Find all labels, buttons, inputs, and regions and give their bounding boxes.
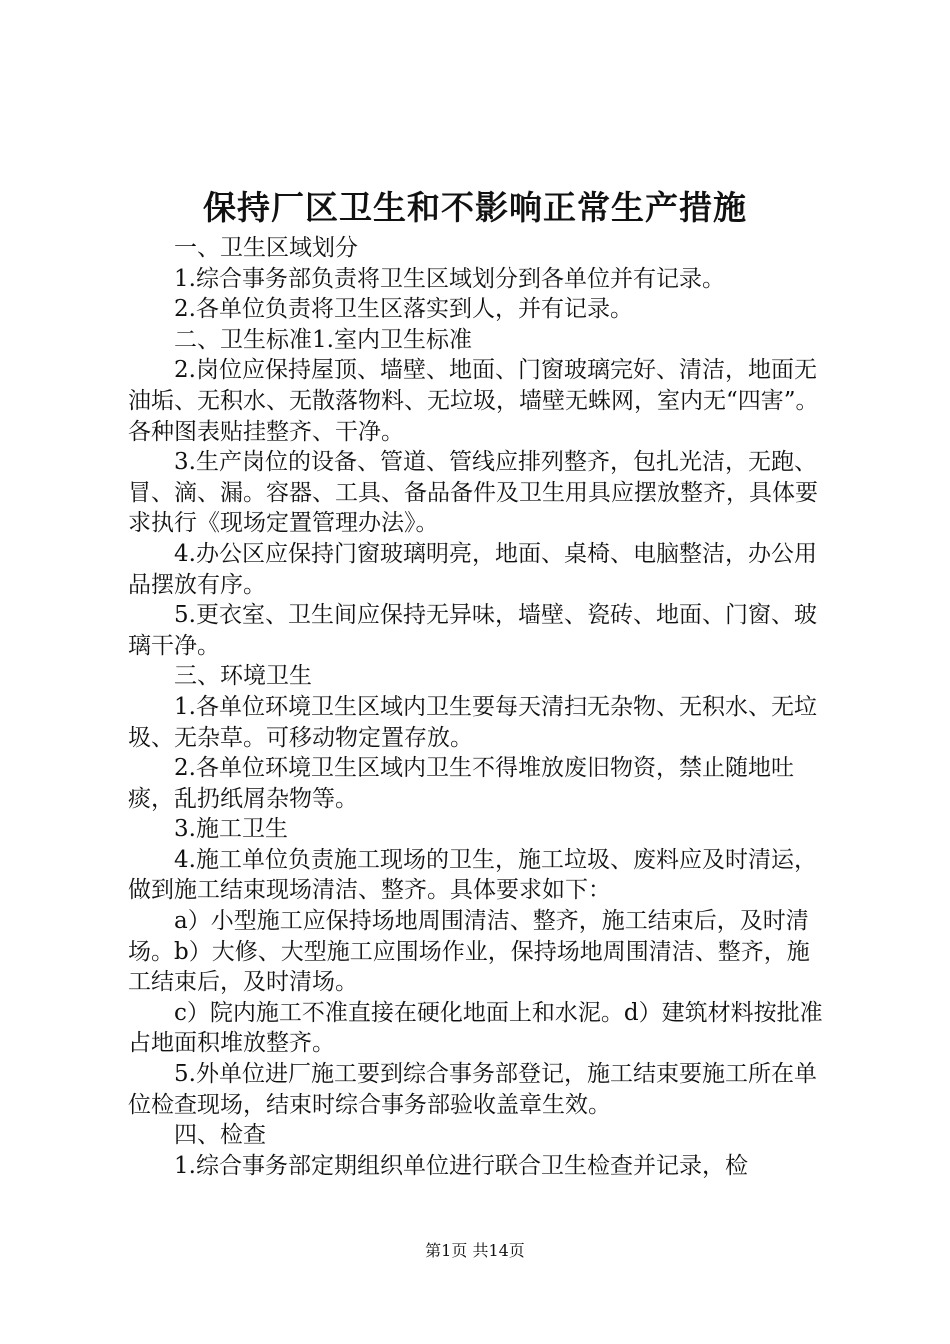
paragraph: 2.各单位环境卫生区域内卫生不得堆放废旧物资，禁止随地吐痰，乱扔纸屑杂物等。 <box>128 755 794 812</box>
paragraph: 3.施工卫生 <box>174 816 288 843</box>
paragraph: 1.综合事务部负责将卫生区域划分到各单位并有记录。 <box>174 265 725 292</box>
paragraph: 5.外单位进厂施工要到综合事务部登记，施工结束要施工所在单位检查现场，结束时综合事务部验收盖章生效。 <box>128 1061 817 1118</box>
page-number: 第1页 共14页 <box>425 1241 525 1260</box>
paragraph: 1.综合事务部定期组织单位进行联合卫生检查并记录，检 <box>174 1152 748 1179</box>
paragraph: 一、卫生区域划分 <box>174 235 358 261</box>
paragraph: 4.办公区应保持门窗玻璃明亮，地面、桌椅、电脑整洁，办公用品摆放有序。 <box>128 540 817 598</box>
paragraph: 4.施工单位负责施工现场的卫生，施工垃圾、废料应及时清运，做到施工结束现场清洁、整齐。具体要求如下： <box>128 846 817 904</box>
paragraph: c）院内施工不准直接在硬化地面上和水泥。d）建筑材料按批准占地面积堆放整齐。 <box>128 999 823 1057</box>
paragraph: 2.岗位应保持屋顶、墙壁、地面、门窗玻璃完好、清洁，地面无油垢、无积水、无散落物料、无垃圾，墙壁无蛛网，室内无“四害”。各种图表贴挂整齐、干净。 <box>128 357 819 445</box>
paragraph: 5.更衣室、卫生间应保持无异味，墙壁、瓷砖、地面、门窗、玻璃干净。 <box>128 602 817 659</box>
paragraph: 三、环境卫生 <box>174 663 312 690</box>
paragraph: 1.各单位环境卫生区域内卫生要每天清扫无杂物、无积水、无垃圾、无杂草。可移动物定置存放。 <box>128 693 817 751</box>
paragraph: 2.各单位负责将卫生区落实到人，并有记录。 <box>174 296 633 323</box>
paragraph: 二、卫生标准1.室内卫生标准 <box>174 326 472 353</box>
paragraph: 四、检查 <box>174 1122 266 1149</box>
document-title: 保持厂区卫生和不影响正常生产措施 <box>203 188 747 227</box>
document-body <box>128 233 828 1181</box>
paragraph: 3.生产岗位的设备、管道、管线应排列整齐，包扎光洁，无跑、冒、滴、漏。容器、工具、备品备件及卫生用具应摆放整齐，具体要求执行《现场定置管理办法》。 <box>128 449 818 537</box>
paragraph: a）小型施工应保持场地周围清洁、整齐，施工结束后，及时清场。b）大修、大型施工应围场作业，保持场地周围清洁、整齐，施工结束后，及时清场。 <box>128 908 810 996</box>
